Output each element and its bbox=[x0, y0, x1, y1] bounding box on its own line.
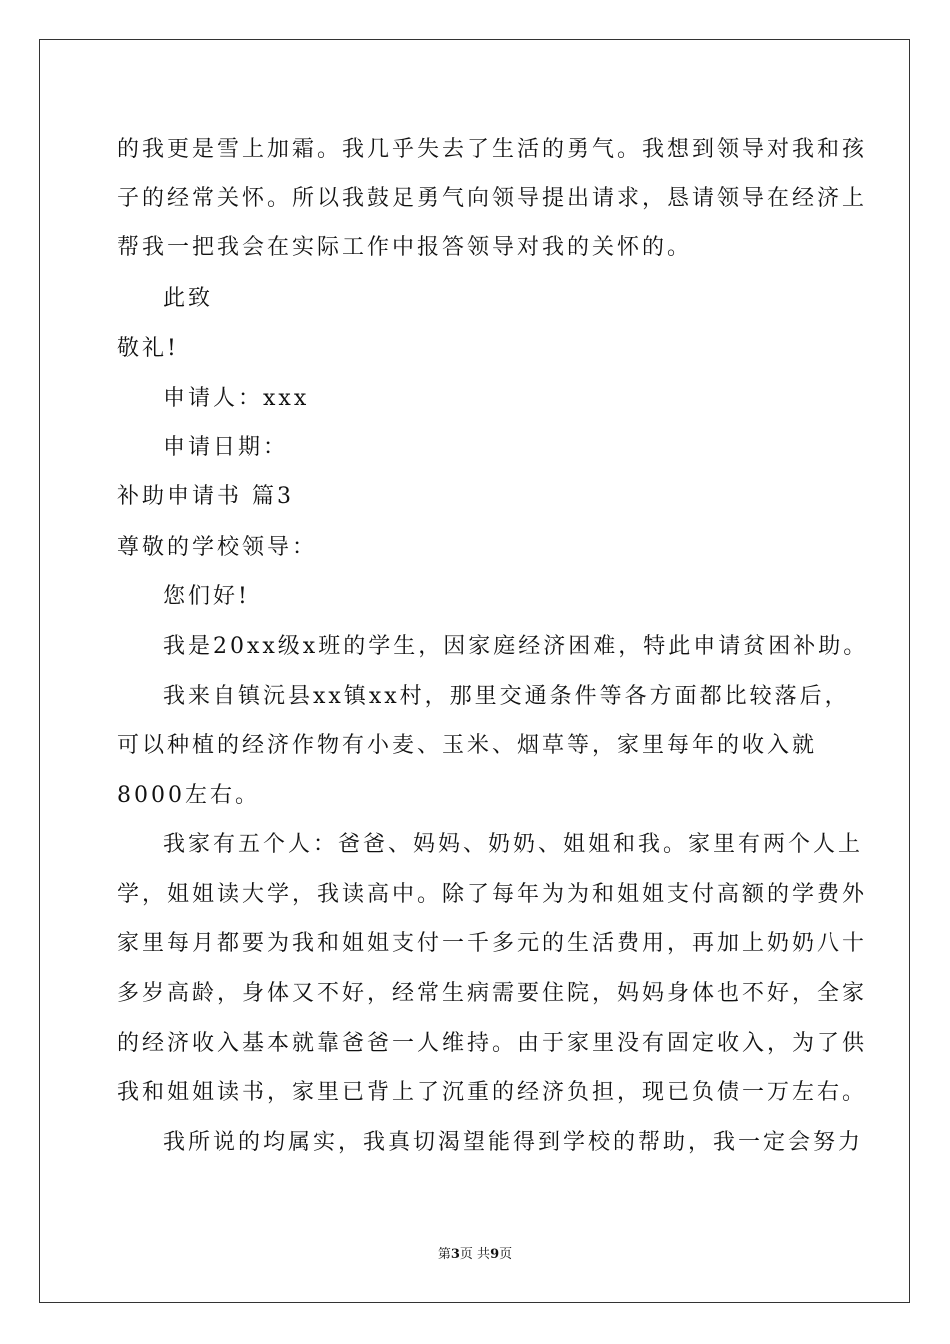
text-line: 子的经常关怀。所以我鼓足勇气向领导提出请求，恳请领导在经济上 bbox=[117, 186, 868, 211]
text-line: 的我更是雪上加霜。我几乎失去了生活的勇气。我想到领导对我和孩 bbox=[117, 137, 868, 162]
text-line: 8000左右。 bbox=[117, 783, 260, 808]
text-line: 帮我一把我会在实际工作中报答领导对我的关怀的。 bbox=[117, 235, 693, 260]
current-page-number: 3 bbox=[450, 1247, 460, 1262]
closing-salutation: 此致 bbox=[163, 286, 214, 311]
text-line: 学，姐姐读大学，我读高中。除了每年为为和姐姐支付高额的学费外 bbox=[117, 882, 868, 907]
text-line: 可以种植的经济作物有小麦、玉米、烟草等，家里每年的收入就 bbox=[117, 733, 818, 758]
application-date: 申请日期： bbox=[163, 435, 289, 460]
page-suffix: 页 bbox=[499, 1247, 513, 1262]
page-footer bbox=[0, 1246, 950, 1264]
text-line: 我家有五个人：爸爸、妈妈、奶奶、姐姐和我。家里有两个人上 bbox=[163, 832, 864, 857]
text-line: 我和姐姐读书，家里已背上了沉重的经济负担，现已负债一万左右。 bbox=[117, 1080, 868, 1105]
page-border bbox=[39, 39, 910, 1303]
closing-regards: 敬礼! bbox=[117, 336, 179, 361]
text-line: 我是20xx级x班的学生，因家庭经济困难，特此申请贫困补助。 bbox=[163, 634, 869, 659]
text-line: 我来自镇沅县xx镇xx村，那里交通条件等各方面都比较落后， bbox=[163, 684, 850, 709]
total-page-number: 9 bbox=[490, 1247, 500, 1262]
section-title: 补助申请书 篇3 bbox=[117, 484, 294, 509]
text-line: 家里每月都要为我和姐姐支付一千多元的生活费用，再加上奶奶八十 bbox=[117, 931, 868, 956]
greeting: 您们好! bbox=[163, 584, 250, 609]
applicant-name: 申请人：xxx bbox=[163, 386, 310, 411]
text-line: 多岁高龄，身体又不好，经常生病需要住院，妈妈身体也不好，全家 bbox=[117, 981, 868, 1006]
text-line: 我所说的均属实，我真切渴望能得到学校的帮助，我一定会努力 bbox=[163, 1130, 864, 1155]
page-prefix: 第 bbox=[437, 1247, 451, 1262]
text-line: 的经济收入基本就靠爸爸一人维持。由于家里没有固定收入，为了供 bbox=[117, 1031, 868, 1056]
letter-recipient: 尊敬的学校领导： bbox=[117, 535, 318, 560]
page-mid: 页 共 bbox=[459, 1247, 491, 1262]
